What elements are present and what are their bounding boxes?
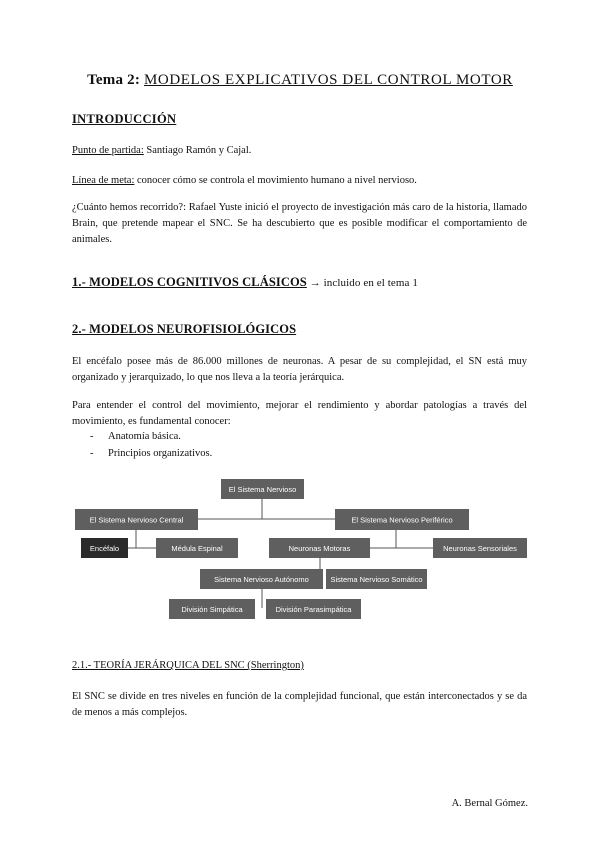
subsection-heading: 2.1.- TEORÍA JERÁRQUICA DEL SNC (Sherrington) bbox=[72, 660, 304, 671]
svg-text:El Sistema Nervioso Periférico: El Sistema Nervioso Periférico bbox=[351, 515, 453, 525]
node-encefalo bbox=[81, 538, 128, 558]
section2-paragraph-2: Para entender el control del movimiento, mejorar el rendimiento y abordar patologías a través del movimiento, es fundamental conocer: bbox=[72, 400, 527, 427]
node-medula bbox=[156, 538, 238, 558]
question-paragraph: ¿Cuánto hemos recorrido?: Rafael Yuste inició el proyecto de investigación más caro de la historia, llamado Brain, que pretende mapear el SNC. Se ha descubierto que es posible modificar el comportamiento de animales. bbox=[72, 202, 527, 245]
node-snc bbox=[75, 509, 198, 530]
section2-paragraph-1: El encéfalo posee más de 86.000 millones de neuronas. A pesar de su complejidad, el SN está muy organizado y jerarquizado, lo que nos lleva a la teoría jerárquica. bbox=[72, 356, 527, 383]
svg-text:Encéfalo: Encéfalo bbox=[89, 544, 120, 553]
title-text: MODELOS EXPLICATIVOS DEL CONTROL MOTOR bbox=[143, 72, 513, 88]
svg-text:Sistema Nervioso Somático: Sistema Nervioso Somático bbox=[330, 575, 423, 584]
goal-label: Línea de meta: bbox=[72, 175, 135, 186]
svg-text:Sistema Nervioso Autónomo: Sistema Nervioso Autónomo bbox=[214, 575, 309, 584]
node-motoras bbox=[269, 538, 370, 558]
node-sensoriales bbox=[433, 538, 527, 558]
svg-text:División Simpática: División Simpática bbox=[181, 605, 243, 614]
section1-suffix: → incluido en el tema 1 bbox=[306, 277, 418, 289]
start-value: Santiago Ramón y Cajal. bbox=[143, 145, 252, 156]
list-item: - Principios organizativos. bbox=[90, 448, 213, 459]
node-autonomo bbox=[200, 569, 323, 589]
svg-text:El Sistema Nervioso Central: El Sistema Nervioso Central bbox=[89, 515, 184, 525]
node-sn bbox=[221, 479, 304, 499]
node-parasimpatica bbox=[266, 599, 361, 619]
svg-text:Neuronas Sensoriales: Neuronas Sensoriales bbox=[443, 544, 517, 553]
goal-value: conocer cómo se controla el movimiento humano a nivel nervioso. bbox=[134, 175, 417, 186]
svg-text:División Parasimpática: División Parasimpática bbox=[275, 605, 352, 614]
node-somatico bbox=[326, 569, 427, 589]
subsection-paragraph: El SNC se divide en tres niveles en función de la complejidad funcional, que están interconectados y se da de menos a más complejos. bbox=[72, 691, 527, 718]
node-simpatica bbox=[169, 599, 255, 619]
svg-text:El Sistema Nervioso: El Sistema Nervioso bbox=[228, 485, 297, 494]
title-prefix: Tema 2: bbox=[87, 72, 144, 88]
start-label: Punto de partida: bbox=[72, 145, 144, 156]
list-item: - Anatomía básica. bbox=[90, 431, 181, 442]
section2-title: 2.- MODELOS NEUROFISIOLÓGICOS bbox=[72, 322, 297, 336]
section1-title: 1.- MODELOS COGNITIVOS CLÁSICOS bbox=[72, 275, 307, 289]
intro-heading: INTRODUCCIÓN bbox=[72, 112, 177, 126]
node-snp bbox=[335, 509, 469, 530]
svg-text:Neuronas Motoras: Neuronas Motoras bbox=[288, 544, 351, 553]
svg-text:Médula Espinal: Médula Espinal bbox=[171, 544, 223, 553]
footer-author: A. Bernal Gómez. bbox=[451, 798, 528, 809]
